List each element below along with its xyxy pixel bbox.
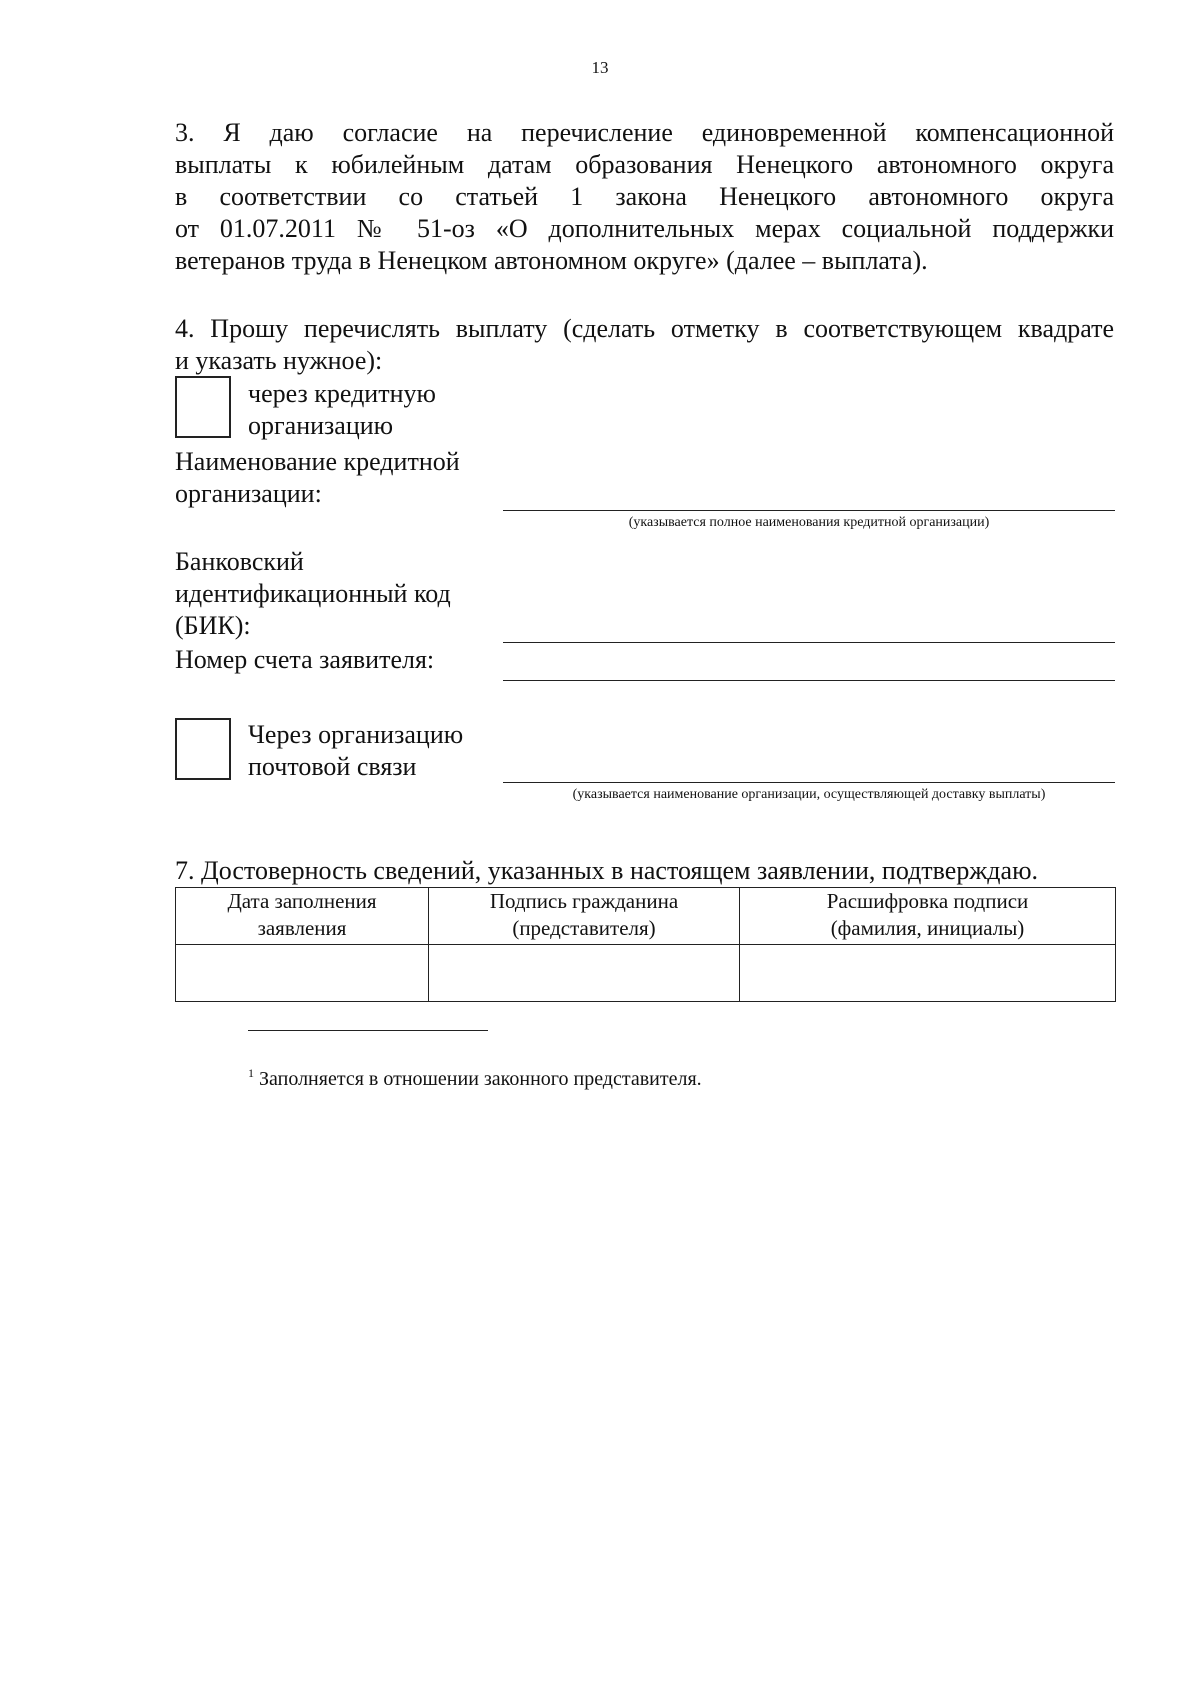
label-line: (БИК): xyxy=(175,611,251,640)
credit-name-field[interactable] xyxy=(503,510,1115,511)
label-line: организации: xyxy=(175,479,322,508)
consent-line: в соответствии со статьей 1 закона Ненецкого автономного округа xyxy=(175,182,1114,211)
payment-method-line: 4. Прошу перечислять выплату (сделать отметку в соответствующем квадрате xyxy=(175,314,1114,343)
label-line: почтовой связи xyxy=(248,752,417,781)
certification-statement: 7. Достоверность сведений, указанных в настоящем заявлении, подтверждаю. xyxy=(175,856,1038,885)
label-line: Наименование кредитной xyxy=(175,447,460,476)
consent-line: выплаты к юбилейным датам образования Ненецкого автономного округа xyxy=(175,150,1114,179)
post-organization-option-label xyxy=(248,719,463,783)
transcript-column-header xyxy=(740,888,1116,945)
bik-field[interactable] xyxy=(503,642,1115,643)
signature-cell[interactable] xyxy=(429,945,740,1002)
label-line: через кредитную xyxy=(248,379,436,408)
footnote xyxy=(248,1060,702,1092)
credit-name-label xyxy=(175,446,460,510)
header-line: заявления xyxy=(257,916,347,940)
consent-line: от 01.07.2011 № 51-оз «О дополнительных мерах социальной поддержки xyxy=(175,214,1114,243)
signature-table xyxy=(175,887,1116,1002)
header-line: (представителя) xyxy=(512,916,656,940)
transcript-cell[interactable] xyxy=(740,945,1116,1002)
account-number-field[interactable] xyxy=(503,680,1115,681)
payment-method-line: и указать нужное): xyxy=(175,346,383,375)
label-line: организацию xyxy=(248,411,394,440)
credit-organization-option-label xyxy=(248,378,436,442)
header-line: Расшифровка подписи xyxy=(826,889,1029,913)
header-line: Подпись гражданина xyxy=(489,889,679,913)
account-number-label: Номер счета заявителя: xyxy=(175,645,435,674)
consent-paragraph xyxy=(175,117,1114,277)
footnote-separator xyxy=(248,1030,488,1031)
post-organization-checkbox[interactable] xyxy=(175,718,231,780)
credit-organization-checkbox[interactable] xyxy=(175,376,231,438)
payment-method-paragraph xyxy=(175,313,1114,377)
page-number: 13 xyxy=(591,58,609,77)
signature-table-header-row xyxy=(176,888,1116,945)
consent-line: ветеранов труда в Ненецком автономном округе» (далее – выплата). xyxy=(175,246,928,275)
consent-line: 3. Я даю согласие на перечисление единовременной компенсационной xyxy=(175,118,1114,147)
date-cell[interactable] xyxy=(176,945,429,1002)
post-organization-field[interactable] xyxy=(503,782,1115,783)
label-line: идентификационный код xyxy=(175,579,451,608)
header-line: (фамилия, инициалы) xyxy=(830,916,1025,940)
header-line: Дата заполнения xyxy=(227,889,377,913)
signature-table-input-row xyxy=(176,945,1116,1002)
footnote-text: Заполняется в отношении законного представителя. xyxy=(259,1068,702,1090)
date-column-header xyxy=(176,888,429,945)
bik-label xyxy=(175,546,451,642)
signature-column-header xyxy=(429,888,740,945)
footnote-mark: 1 xyxy=(248,1066,254,1080)
post-organization-hint: (указывается наименование организации, осуществляющей доставку выплаты) xyxy=(572,787,1046,802)
label-line: Через организацию xyxy=(248,720,464,749)
credit-name-hint: (указывается полное наименования кредитной организации) xyxy=(628,515,990,530)
label-line: Банковский xyxy=(175,547,304,576)
